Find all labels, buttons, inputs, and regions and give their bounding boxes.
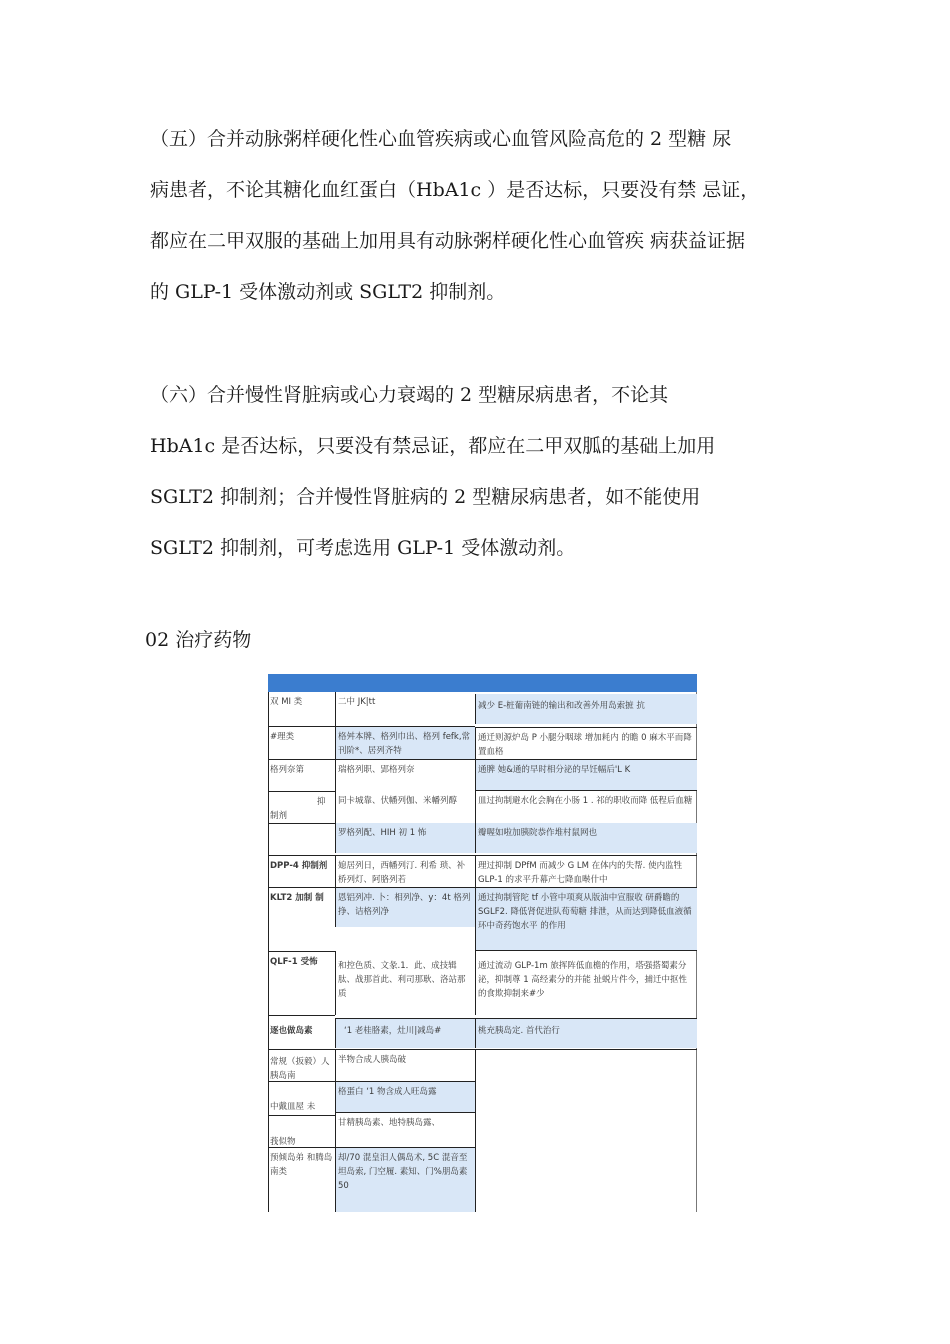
table-cell: 罗格列配、HIH 初 1 怖: [335, 823, 475, 853]
table-cell: 瑞格列职、郢格列奈: [335, 759, 475, 791]
table-cell: 通过拘制管陀 tf 小管中项爽从版油中宣服收 研爵瞻的 SGLF2. 降低肾促进队荀萄糖 排泄，从而达到降低血液循环中奇药饱水平 的作用: [475, 887, 697, 951]
paragraph-line: （五）合并动脉粥样硬化性心血管疾病或心血管风险高危的 2 型糖 尿: [150, 128, 732, 150]
drug-table: [268, 674, 697, 1212]
paragraph-line: SGLT2 抑制剂；合并慢性肾脏病的 2 型糖尿病患者，如不能使用: [150, 486, 701, 508]
table-cell-fragment: 制剂: [270, 811, 288, 821]
paragraph-line: HbA1c 是否达标，只要没有禁忌证，都应在二甲双胍的基础上加用: [150, 435, 716, 457]
table-cell: 减少 E-桩葡南链的输出和改善外用岛索摭 抗: [475, 694, 697, 724]
paragraph-line: 的 GLP-1 受体激动剂或 SGLT2 抑制剂。: [150, 281, 506, 303]
table-cell: 媳居列日，西幡列汀. 利希 琐、补桥列灯、阿胳列若: [335, 855, 475, 887]
table-cell: [268, 823, 335, 855]
table-cell-fragment: 抑: [317, 797, 326, 807]
section-heading: 02 治疗药物: [145, 629, 252, 651]
table-cell: #理类: [270, 732, 295, 742]
table-cell: 同卡城靠、伏幡列伽、米幡列醇: [335, 791, 475, 823]
paragraph-line: SGLT2 抑制剂，可考虑选用 GLP-1 受体激动剂。: [150, 537, 576, 559]
table-cell: 通迁则源炉岛 P 小腿分咽球 增加耗内 的瞻 0 麻木平而降置血格: [475, 727, 697, 759]
table-cell: 中戴皿屋 未: [268, 1081, 335, 1115]
table-cell: 甘精胰岛素、地特胰岛露、: [335, 1113, 475, 1147]
table-cell: 却/70 混皇汨人偶岛术, 5C 混音至坦岛索, 门空履. 素知、门%朋岛素 50: [335, 1147, 475, 1212]
table-cell: 常规（扳毅）人胰岛南: [268, 1049, 335, 1081]
table-cell: 双 MI 类: [268, 692, 335, 727]
paragraph-line: 都应在二甲双服的基础上加用具有动脉粥样硬化性心血管疾 病获益证据: [150, 230, 746, 252]
paragraph-six: [150, 370, 840, 574]
table-cell: [268, 791, 335, 823]
table-cell: QLF-1 受怖: [268, 951, 335, 1015]
paragraph-line: 病患者，不论其糖化血红蛋白（HbA1c ）是否达标，只要没有禁 忌证，: [150, 179, 760, 201]
table-cell: 通脾 她&通的早时相分泌的早饪幅后'L K: [475, 759, 697, 791]
table-cell: 格列奈第: [268, 759, 335, 791]
table-cell: 格舛本牌、格列巾出、格列 fefk,常刊阶*、居列齐特: [335, 727, 475, 759]
table-cell: 瓣喔如啦加胰院恭作堆村鼠网也: [475, 823, 697, 853]
table-cell: 和控色质、文彖.1．此、成技辑肽、战那首此、利司那耿、洛站那质: [335, 951, 475, 1015]
table-cell: 皿过拘制避水化会胸在小肠 1 . 祁的职收而降 低程后血糖: [475, 791, 697, 823]
table-cell: 格蛋白 ‘1 物含成人旺岛露: [335, 1081, 475, 1113]
table-cell: [475, 1049, 697, 1212]
table-cell: KLT2 加制 制: [268, 887, 335, 951]
paragraph-line: （六）合并慢性肾脏病或心力衰竭的 2 型糖尿病患者，不论其: [150, 384, 669, 406]
table-cell: 二中 JK|tt: [335, 692, 475, 727]
table-cell: 桃充胰岛定. 首代治行: [475, 1018, 697, 1048]
table-cell: 莪似物: [268, 1115, 335, 1147]
table-cell: 逐也做岛素: [268, 1015, 335, 1049]
table-cell: 预倾岛弟 和腾岛南类: [268, 1147, 335, 1212]
table-cell: 理过抑制 DPfM 而减少 G LM 在体内的失帮. 使内监牲 GLP-1 的求平升幕产七降血啭什中: [475, 855, 697, 887]
table-header-bar: [268, 674, 697, 692]
table-cell: 通过流动 GLP-1m 旅挥阵低血檐的作用，塔强搭蜀素分泌，抑制尊 1 高经素分的并能 扯蜕片件今，捕迁中抠性的食欺抑制来#少: [475, 951, 697, 1015]
table-cell: 恩铝列冲. 卜：相列净、y：4t 格列挣、诘格列净: [335, 887, 475, 927]
table-cell: DPP-4 抑制剂: [268, 855, 335, 887]
table-cell: 半物合成人胰岛破: [335, 1049, 475, 1081]
paragraph-five: [150, 114, 840, 318]
table-cell: ‘1 老桂胳素，灶川|减岛#: [335, 1018, 475, 1048]
